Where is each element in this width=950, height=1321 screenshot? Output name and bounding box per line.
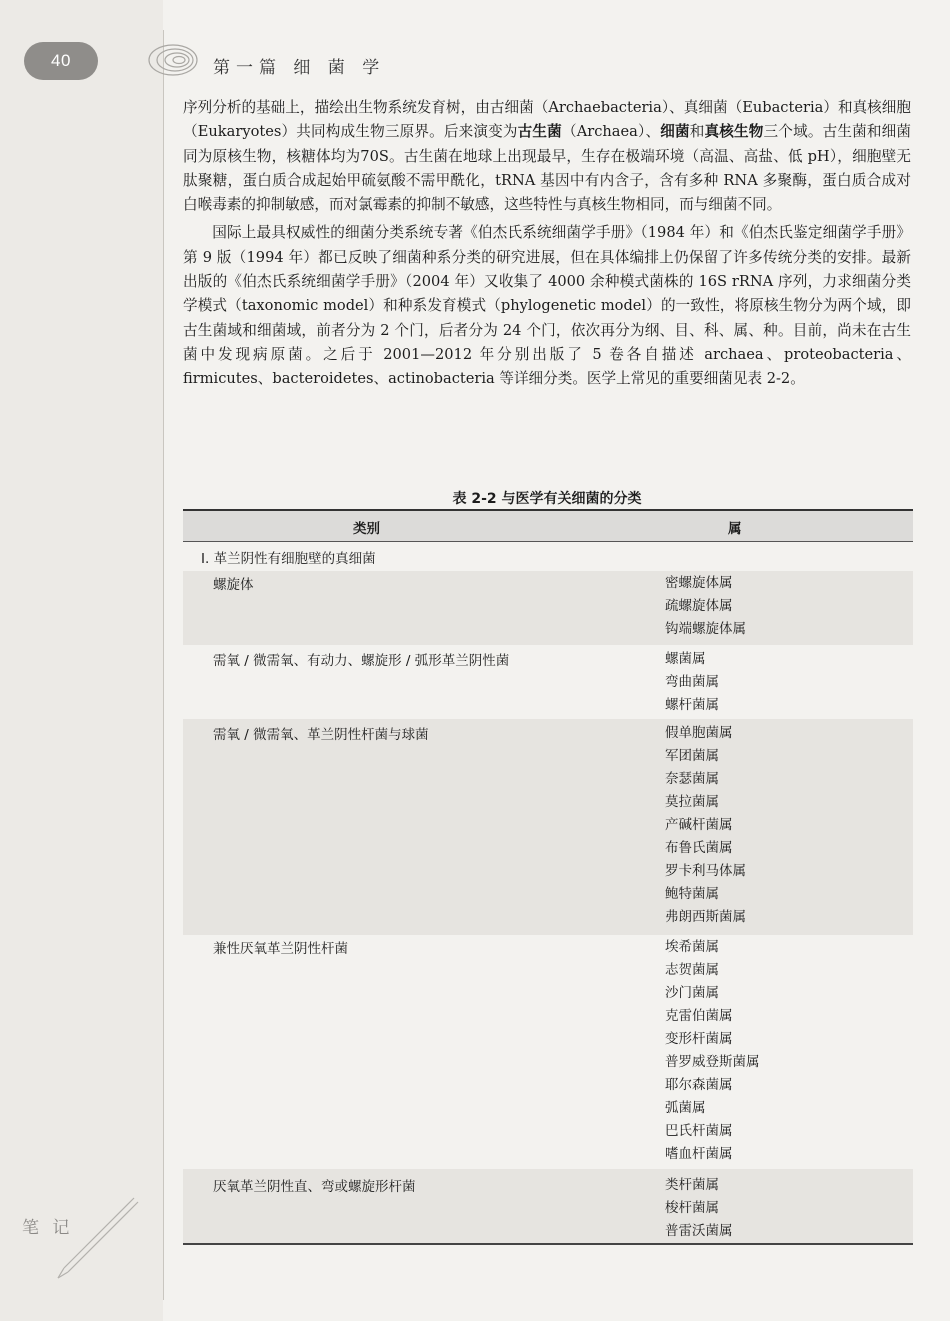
genus-item: 耶尔森菌属 (665, 1077, 733, 1093)
genus-item: 沙门菌属 (665, 985, 719, 1001)
genus-item: 产碱杆菌属 (665, 817, 733, 833)
paragraph-1: 序列分析的基础上，描绘出生物系统发育树，由古细菌（Archaebacteria）、真细菌（Eubacteria）和真核细胞（Eukaryotes）共同构成生物三原界。后来演变为古生菌（Archaea）、细菌和真核生物三个域。古生菌和细菌同为原核生物，核糖体均为70S。古生菌在地球上出现最早，生存在极端环境（高温、高盐、低 pH），细胞壁无肽聚糖，蛋白质合成起始甲硫氨酸不需甲酰化，tRNA 基因中有内含子，含有多种 RNA 多聚酶，蛋白质合成对白喉毒素的抑制敏感，而对氯霉素的抑制不敏感，这些特性与真核生物相同，而与细菌不同。 (183, 99, 911, 214)
page-number-badge: 40 (24, 42, 98, 80)
table-row-band (183, 719, 913, 935)
running-title: 第一篇 细 菌 学 (213, 58, 386, 78)
pen-icon (50, 1190, 140, 1280)
genus-item: 普雷沃菌属 (665, 1223, 733, 1239)
bold-term-bacteria: 细菌 (660, 123, 690, 141)
bacteria-classification-table (183, 509, 913, 1245)
table-row-genus-list (665, 572, 746, 641)
notes-margin-label: 笔 记 (22, 1218, 74, 1238)
genus-item: 埃希菌属 (665, 939, 719, 955)
table-title: 表 2-2 与医学有关细菌的分类 (452, 491, 642, 507)
genus-item: 螺菌属 (665, 651, 706, 667)
table-row-category: 厌氧革兰阴性直、弯或螺旋形杆菌 (213, 1179, 416, 1195)
genus-item: 变形杆菌属 (665, 1031, 733, 1047)
left-margin-column (0, 0, 163, 1321)
genus-item: 布鲁氏菌属 (665, 840, 733, 856)
genus-item: 莫拉菌属 (665, 794, 719, 810)
genus-item: 疏螺旋体属 (665, 598, 733, 614)
genus-item: 奈瑟菌属 (665, 771, 719, 787)
genus-item: 梭杆菌属 (665, 1200, 719, 1216)
genus-item: 克雷伯菌属 (665, 1008, 733, 1024)
table-section-heading: Ⅰ. 革兰阴性有细胞壁的真细菌 (201, 551, 376, 567)
table-row-genus-list (665, 936, 760, 1166)
genus-item: 弗朗西斯菌属 (665, 909, 746, 925)
table-row-band (183, 571, 913, 645)
genus-item: 志贺菌属 (665, 962, 719, 978)
genus-item: 巴氏杆菌属 (665, 1123, 733, 1139)
table-row-genus-list (665, 648, 719, 717)
genus-item: 类杆菌属 (665, 1177, 719, 1193)
margin-divider (163, 30, 164, 1300)
swirl-ornament-icon (146, 40, 200, 80)
genus-item: 密螺旋体属 (665, 575, 733, 591)
genus-item: 嗜血杆菌属 (665, 1146, 733, 1162)
table-row-category: 需氧 / 微需氧、有动力、螺旋形 / 弧形革兰阴性菌 (213, 653, 510, 669)
column-header-genus: 属 (728, 521, 742, 537)
genus-item: 鲍特菌属 (665, 886, 719, 902)
table-row-category: 螺旋体 (213, 577, 254, 593)
genus-item: 军团菌属 (665, 748, 719, 764)
genus-item: 假单胞菌属 (665, 725, 733, 741)
table-row-category: 兼性厌氧革兰阴性杆菌 (213, 941, 348, 957)
table-row-genus-list (665, 722, 746, 929)
column-header-category: 类别 (353, 521, 380, 537)
bold-term-eukarya: 真核生物 (704, 123, 764, 141)
paragraph-2: 国际上最具权威性的细菌分类系统专著《伯杰氏系统细菌学手册》（1984 年）和《伯杰氏鉴定细菌学手册》第 9 版（1994 年）都已反映了细菌种系分类的研究进展，但在具体编排上仍保留了许多传统分类的安排。最新出版的《伯杰氏系统细菌学手册》（2004 年）又收集了 4000 余种模式菌株的 16S rRNA 序列，力求细菌分类学模式（taxonomic model）和种系发育模式（phylogenetic model）的一致性，将原核生物分为两个域，即古生菌域和细菌域，前者分为 2 个门，后者分为 24 个门，依次再分为纲、目、科、属、种。目前，尚未在古生菌中发现病原菌。之后于 2001—2012 年分别出版了 5 卷各自描述 archaea、proteobacteria、firmicutes、bacteroidetes、actinobacteria 等详细分类。医学上常见的重要细菌见表 2-2。 (183, 224, 911, 388)
genus-item: 普罗威登斯菌属 (665, 1054, 760, 1070)
genus-item: 弧菌属 (665, 1100, 706, 1116)
bold-term-archaea: 古生菌 (517, 123, 562, 141)
table-row-category: 需氧 / 微需氧、革兰阴性杆菌与球菌 (213, 727, 429, 743)
table-bottom-rule (183, 1243, 913, 1245)
genus-item: 罗卡利马体属 (665, 863, 746, 879)
body-text (183, 96, 911, 392)
genus-item: 螺杆菌属 (665, 697, 719, 713)
genus-item: 钩端螺旋体属 (665, 621, 746, 637)
table-row-genus-list (665, 1174, 733, 1243)
table-header-row (183, 511, 913, 542)
genus-item: 弯曲菌属 (665, 674, 719, 690)
